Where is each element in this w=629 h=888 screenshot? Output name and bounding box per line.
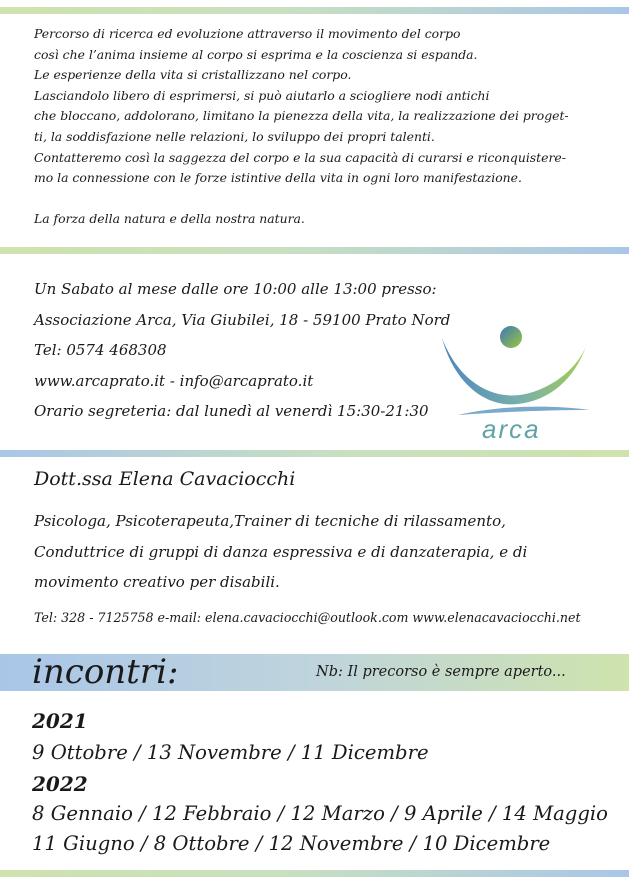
incontri-title: incontri:	[32, 652, 179, 692]
intro-line: Contatteremo così la saggezza del corpo e la sua capacità di curarsi e riconquistere-	[34, 149, 566, 165]
intro-line: così che l’anima insieme al corpo si esprima e la coscienza si espanda.	[34, 46, 478, 62]
intro-line: ti, la soddisfazione nelle relazioni, lo sviluppo dei propri talenti.	[34, 128, 435, 144]
intro-tagline: La forza della natura e della nostra natura.	[34, 210, 305, 226]
doctor-description	[34, 506, 594, 598]
venue-phone: Tel: 0574 468308	[34, 341, 167, 359]
logo-swoosh	[442, 338, 588, 404]
divider-after-venue	[0, 450, 629, 457]
intro-line: Percorso di ricerca ed evoluzione attraverso il movimento del corpo	[34, 26, 461, 41]
intro-line: mo la connessione con le forze istintive della vita in ogni loro manifestazione.	[34, 170, 522, 186]
doctor-description-line: Psicologa, Psicoterapeuta,Trainer di tecniche di rilassamento,	[34, 512, 506, 530]
divider-after-intro	[0, 247, 629, 254]
venue-info	[34, 274, 474, 427]
logo-dot	[500, 326, 522, 348]
incontri-banner	[0, 654, 629, 691]
top-divider	[0, 7, 629, 14]
doctor-name: Dott.ssa Elena Cavaciocchi	[34, 468, 296, 490]
venue-web[interactable]: www.arcaprato.it - info@arcaprato.it	[34, 371, 314, 390]
doctor-description-line: Conduttrice di gruppi di danza espressiva e di danzaterapia, e di	[34, 542, 528, 561]
dates-2022-line1: 8 Gennaio / 12 Febbraio / 12 Marzo / 9 Aprile / 14 Maggio	[32, 802, 608, 825]
intro-line: Lasciandolo libero di esprimersi, si può aiutarlo a sciogliere nodi antichi	[34, 87, 490, 103]
intro-line: che bloccano, addolorano, limitano la pienezza della vita, la realizzazione dei proget-	[34, 108, 569, 124]
logo-text: arca	[482, 414, 541, 444]
venue-schedule: Un Sabato al mese dalle ore 10:00 alle 13:00 presso:	[34, 280, 437, 298]
dates-2021: 9 Ottobre / 13 Novembre / 11 Dicembre	[32, 741, 429, 764]
year-2022: 2022	[32, 772, 88, 796]
intro-line: Le esperienze della vita si cristallizzano nel corpo.	[34, 67, 352, 83]
doctor-contact[interactable]: Tel: 328 - 7125758 e-mail: elena.cavaciocchi@outlook.com www.elenacavaciocchi.net	[34, 610, 581, 625]
intro-text	[34, 24, 619, 229]
arca-logo	[438, 320, 598, 445]
venue-address: Associazione Arca, Via Giubilei, 18 - 59100 Prato Nord	[34, 310, 451, 329]
doctor-description-line: movimento creativo per disabili.	[34, 573, 280, 591]
dates-2022-line2: 11 Giugno / 8 Ottobre / 12 Novembre / 10 Dicembre	[32, 832, 551, 855]
incontri-note: Nb: Il precorso è sempre aperto...	[316, 664, 566, 680]
venue-office-hours: Orario segreteria: dal lunedì al venerdì 15:30-21:30	[34, 402, 429, 420]
bottom-divider	[0, 870, 629, 877]
year-2021: 2021	[32, 709, 88, 733]
